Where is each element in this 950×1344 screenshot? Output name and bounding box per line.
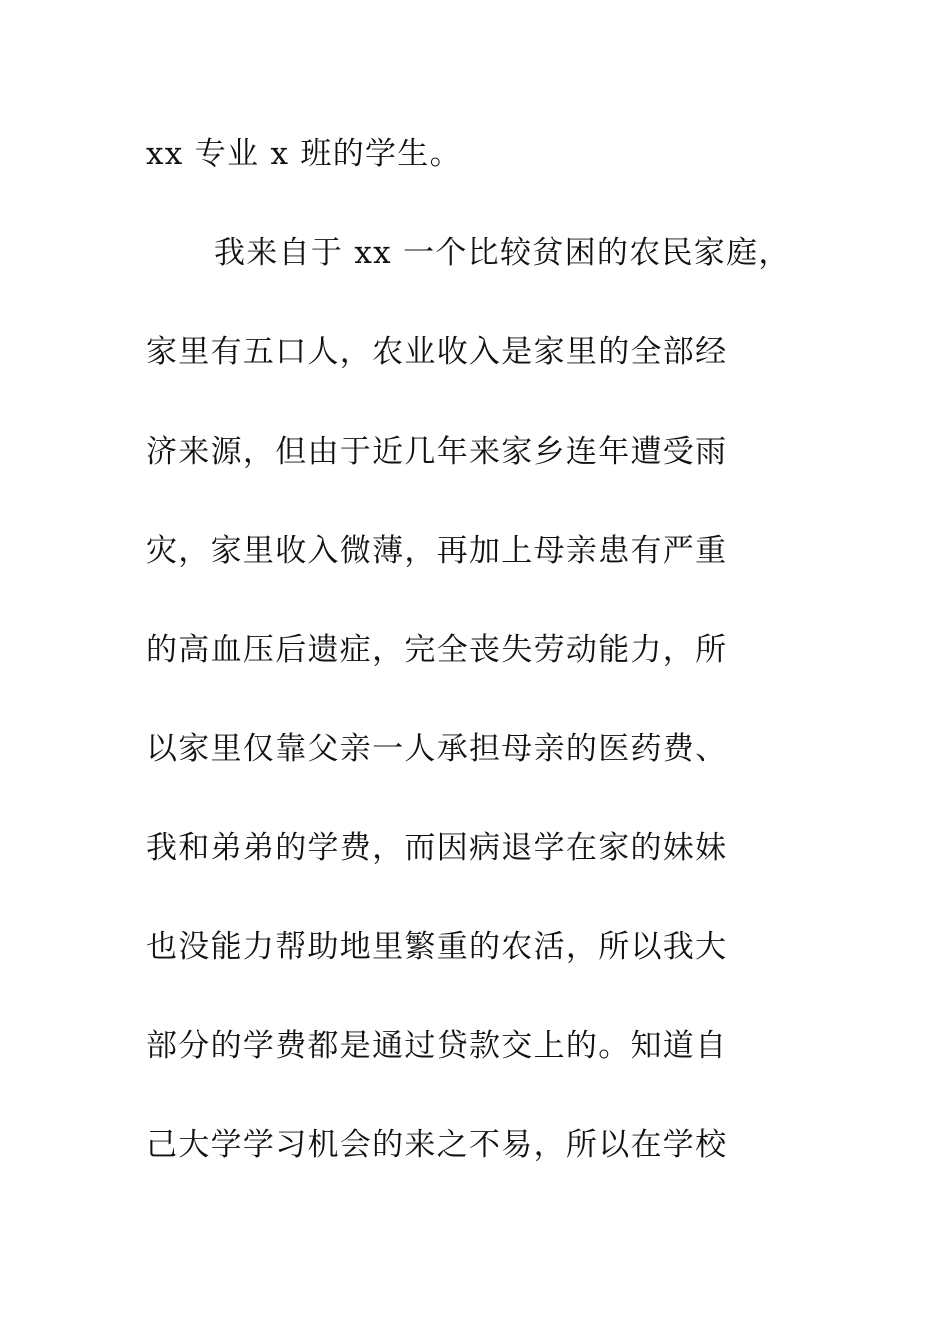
- text-line-3: 家里有五口人，农业收入是家里的全部经: [146, 334, 728, 370]
- text-line-11: 己大学学习机会的来之不易，所以在学校: [146, 1127, 728, 1163]
- text-line-1: xx 专业 x 班的学生。: [146, 136, 462, 172]
- text-line-10: 部分的学费都是通过贷款交上的。知道自: [146, 1028, 728, 1064]
- text-line-5: 灾，家里收入微薄，再加上母亲患有严重: [146, 533, 728, 569]
- text-line-9: 也没能力帮助地里繁重的农活，所以我大: [146, 929, 728, 965]
- text-line-7: 以家里仅靠父亲一人承担母亲的医药费、: [146, 731, 728, 767]
- text-line-8: 我和弟弟的学费，而因病退学在家的妹妹: [146, 830, 728, 866]
- text-line-4: 济来源，但由于近几年来家乡连年遭受雨: [146, 434, 728, 470]
- paragraph-start-line: 我来自于 xx 一个比较贫困的农民家庭，: [214, 235, 791, 271]
- text-line-6: 的高血压后遗症，完全丧失劳动能力，所: [146, 632, 728, 668]
